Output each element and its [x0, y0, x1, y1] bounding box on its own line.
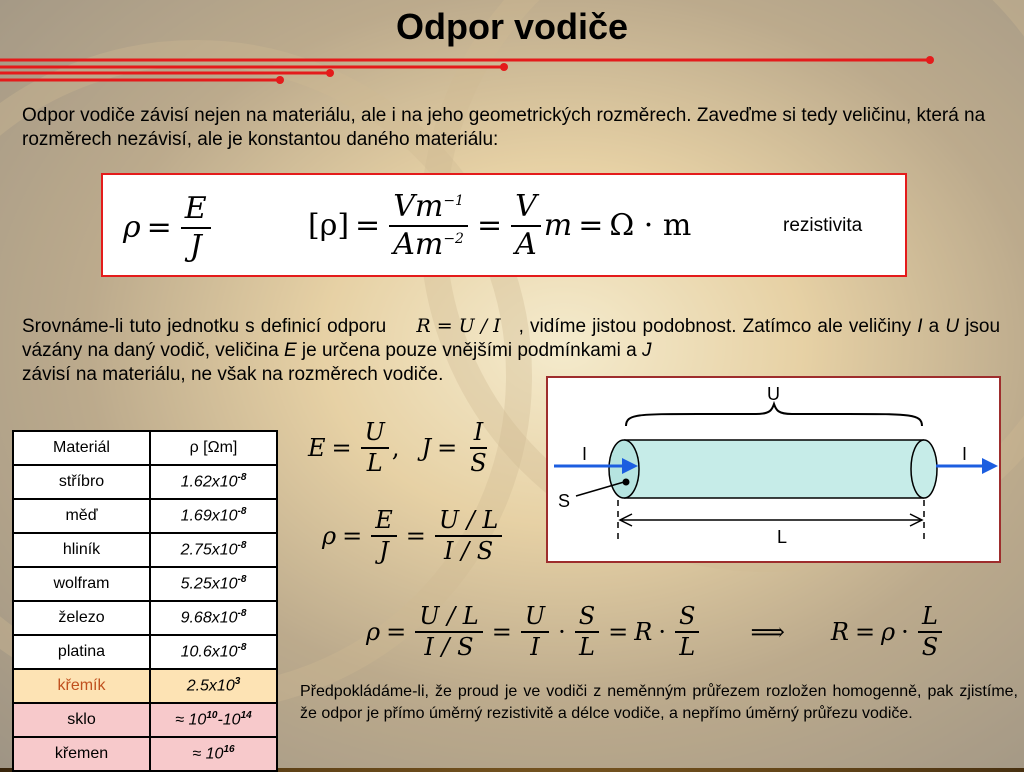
column-header-material: Materiál	[13, 431, 150, 465]
compare-text-2: , vidíme jistou podobnost. Zatímco ale veličiny	[518, 316, 912, 337]
field-equations: E = $\frac{U}{L}$ , J = $\frac{I}{S}$	[308, 418, 487, 478]
table-row	[13, 465, 277, 499]
column-header-resistivity: ρ [Ωm]	[150, 431, 277, 465]
table-row	[13, 635, 277, 669]
material-name: hliník	[13, 533, 150, 567]
rho-field-equation: ρ = $\frac{E}{J}$ = $\frac{U / L}{I / S}$	[322, 508, 505, 564]
resistivity-value: $1.62x10^{-8}$	[150, 465, 277, 499]
table-row	[13, 703, 277, 737]
label-I-left: I	[582, 444, 588, 464]
table-header-row	[13, 431, 277, 465]
resistivity-value: $9.68x10^{-8}$	[150, 601, 277, 635]
label-I-right: I	[962, 444, 968, 464]
table-row	[13, 533, 277, 567]
resistivity-value: $2.5x10^3$	[150, 669, 277, 703]
rho-definition: ρ = $\frac{E}{J}$	[123, 193, 214, 262]
material-name: měď	[13, 499, 150, 533]
compare-text-3: jsou vázány na daný vodič, veličina	[22, 316, 1001, 361]
var-J: J	[641, 340, 652, 361]
material-name: stříbro	[13, 465, 150, 499]
resistivity-formula-box	[101, 173, 907, 277]
label-S: S	[558, 491, 571, 511]
resistance-derivation: ρ = $\frac{U / L}{I / S}$ = $\frac{U}{I}$ · $\frac{S}{L}$ = R · $\frac{S}{L}$ ⟹ R = ρ · $\frac{L}{S}$	[366, 604, 945, 660]
material-name: platina	[13, 635, 150, 669]
table-row	[13, 499, 277, 533]
var-U: U	[945, 316, 960, 337]
table-row	[13, 669, 277, 703]
cylinder-body	[624, 440, 924, 498]
compare-text-4: je určena pouze vnějšími podmínkami a	[301, 340, 637, 361]
page-title: Odpor vodiče	[395, 6, 629, 47]
table-row	[13, 601, 277, 635]
material-name: wolfram	[13, 567, 150, 601]
resistivity-value: ≈ $10^{16}$	[150, 737, 277, 771]
table-row	[13, 737, 277, 771]
var-E: E	[283, 340, 297, 361]
resistivity-value: ≈ $10^{10}-10^{14}$	[150, 703, 277, 737]
compare-text-1: Srovnáme-li tuto jednotku s definicí odporu	[22, 316, 387, 337]
label-U: U	[767, 384, 780, 404]
resistivity-value: $2.75x10^{-8}$	[150, 533, 277, 567]
material-name: sklo	[13, 703, 150, 737]
material-name: železo	[13, 601, 150, 635]
conductor-diagram	[546, 376, 1001, 563]
rezistivita-label: rezistivita	[783, 215, 863, 236]
implies-arrow: ⟹	[750, 618, 785, 647]
resistance-definition: R = U / I	[416, 315, 501, 337]
material-name: křemík	[13, 669, 150, 703]
cylinder-end	[911, 440, 937, 498]
compare-text-5: závisí na materiálu, ne však na rozměrech vodiče.	[22, 364, 444, 385]
table-row	[13, 567, 277, 601]
voltage-brace	[626, 404, 922, 426]
resistivity-value: $10.6x10^{-8}$	[150, 635, 277, 669]
label-L: L	[777, 527, 788, 547]
var-I: I	[917, 316, 923, 337]
resistivity-value: $1.69x10^{-8}$	[150, 499, 277, 533]
resistivity-value: $5.25x10^{-8}$	[150, 567, 277, 601]
material-name: křemen	[13, 737, 150, 771]
resistivity-table	[12, 430, 278, 772]
conclusion-text: Předpokládáme-li, že proud je ve vodiči z neměnným průřezem rozložen homogenně, pak zjistíme, že odpor je přímo úměrný rezistivitě a délce vodiče, a nepřímo úměrný průřezu vodiče.	[300, 683, 1018, 722]
compare-text-a: a	[928, 316, 940, 337]
intro-text: Odpor vodiče závisí nejen na materiálu, ale i na jeho geometrických rozměrech. Zaveďme si tedy veličinu, která na rozměrech nezávisí, ale je konstantou daného materiálu:	[22, 105, 986, 150]
rho-unit-derivation: [ρ] = $\frac{Vm^{-1}}{Am^{-2}}$ = $\frac{V}{A}$ m = Ω · m	[308, 189, 692, 262]
